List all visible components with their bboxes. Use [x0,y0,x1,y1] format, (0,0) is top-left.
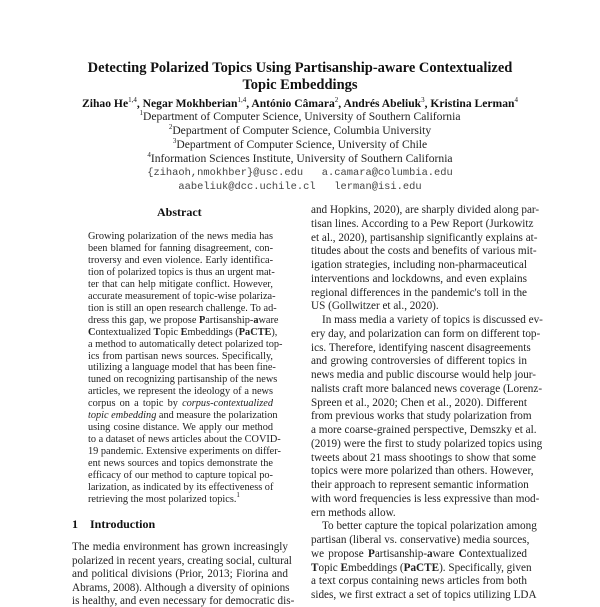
author-affiliation-mark: 1,4 [237,96,247,104]
text-segment: PaCTE [238,326,272,338]
text-segment: ware [432,547,459,560]
affiliation-mark: 1 [139,109,144,117]
text-segment: T [153,326,161,338]
text-line [88,490,273,505]
text-line: Growing polarization of the news media has [88,231,273,242]
text-line: from previous works that study polarization from [311,410,532,423]
text-line [88,314,279,326]
text-segment: corpus on a topic by [88,398,183,410]
affiliation-mark: 4 [147,151,151,159]
text-segment: and measure the polarization [156,410,278,422]
paper-title-line-1: Detecting Polarized Topics Using Partisanship-aware Contextualized [87,60,513,76]
introduction-heading: Introduction [90,517,156,531]
affiliation-line [0,124,600,137]
text-line: a method to automatically detect polarized top- [88,338,283,350]
text-segment: C [88,326,96,338]
author-name: Zihao He [82,97,129,110]
text-line: a text corpus containing news articles from both [311,575,527,588]
text-line: titudes about the costs and benefits of various mit- [311,245,537,258]
text-line: (2019) were the first to study polarized topics using [311,437,543,450]
text-line: ics from partisan news sources. Specifically, [88,350,273,362]
text-line: ics. Therefore, identifying nascent disagreements [311,341,531,354]
text-segment: ). Specifically, given [439,561,532,574]
text-segment: ), [271,326,278,338]
abstract-heading: Abstract [157,205,202,219]
text-line: regional differences in the pandemic's toll in the [311,286,527,299]
author-list [0,97,600,110]
text-line: US (Gollwitzer et al., 2020). [311,300,439,313]
author-name: Negar Mokhberian [142,97,238,110]
text-line: ent news sources and topics demonstrate the [88,458,273,470]
text-line: troversy and even violence. Early identifica- [88,254,273,266]
email-line-1: {zihaoh,nmokhber}@usc.edu a.camara@columbia.edu [147,167,453,179]
text-line: tion is still an open research challenge. To ad- [88,302,277,314]
text-line [88,410,278,422]
affiliation-line [0,152,600,165]
text-line: ern methods allow. [311,506,396,519]
text-segment: dress this gap, we propose [88,314,199,326]
text-segment: retrieving the most polarized topics. [88,493,237,505]
paper-title-line-2: Topic Embeddings [242,77,358,93]
author-affiliation-mark: 3 [421,96,425,104]
text-line: partisan (liberal vs. conservative) media sources, [311,534,530,546]
text-segment: T [311,561,319,574]
text-segment: mbeddings ( [187,326,239,338]
text-segment: C [458,547,467,560]
text-line: tion of polarized topics is thus an urgent mat- [88,266,275,278]
text-line: larization, as indicated by its effectiveness of [88,481,274,493]
text-line [311,561,532,574]
affiliation-line [0,138,600,151]
text-line: topics were more polarized than others. However, [311,465,534,478]
text-line: To better capture the topical polarization among [322,520,537,533]
author-separator: , [338,97,344,110]
text-line: been blamed for fanning disagreement, con- [88,242,273,254]
text-line: Abrams, 2008). Although a diversity of opinions [72,581,290,594]
text-line: efficacy of our method to capture topical po- [88,470,273,481]
text-segment: mbeddings ( [348,561,404,574]
text-segment: we propose [311,547,368,560]
author-separator: , [136,97,143,110]
text-line: 19 pandemic. Extensive experiments on differ- [88,446,281,458]
text-segment: corpus-contextualized [182,398,273,410]
text-segment: E [340,561,348,574]
author-separator: , [424,97,431,110]
text-line: articles, we represent the ideology of a news [88,386,273,398]
affiliation-text: Department of Computer Science, University of Chile [176,138,428,151]
text-segment: a [253,314,259,326]
author-name: António Câmara [251,97,335,110]
text-line: their approach to represent semantic information [311,479,529,491]
affiliation-text: Department of Computer Science, Columbia University [172,124,432,137]
text-segment: opic [160,326,181,338]
affiliation-line [0,110,600,123]
section-number: 1 [72,517,78,531]
text-line: In mass media a variety of topics is discussed ev- [322,314,543,326]
text-line: sides, we first extract a set of topics utilizing LDA [311,589,537,601]
text-segment: artisanship- [205,314,254,326]
text-line: nalists craft more balanced news coverage (Lorenz- [311,382,543,395]
text-line: The media environment has grown increasingly [72,541,288,553]
affiliation-text: Department of Computer Science, University of Southern California [143,110,461,123]
text-segment: ware [258,314,279,326]
text-segment: opic [318,561,341,574]
footnote-mark: 1 [236,490,240,499]
author-affiliation-mark: 4 [514,96,518,104]
text-line: Spreen et al., 2020; Chen et al., 2020). Different [311,396,527,409]
affiliation-text: Information Sciences Institute, University of Southern California [150,152,453,165]
text-line: is healthy, and even necessary for democratic dis- [72,595,295,607]
text-line: igation strategies, including non-pharmaceutical [311,259,527,271]
affiliation-mark: 3 [172,137,177,145]
text-line [88,398,273,409]
text-line: news media and public discourse would help jour- [311,369,537,381]
author-name: Andrés Abeliuk [343,97,422,110]
text-segment: topic embedding [88,410,157,422]
author-name: Kristina Lerman [430,97,515,110]
text-line [88,326,278,338]
text-line: a more coarse-grained perspective, Demszky et al. [311,424,537,436]
text-line: accurate measurement of topic-wise polariza- [88,290,276,302]
text-line: using cosine distance. We apply our method [88,422,273,434]
text-segment: PaCTE [403,561,440,574]
email-line-2: aabeliuk@dcc.uchile.cl lerman@isi.edu [178,181,422,193]
text-line: ery day, and polarization can form on different top- [311,327,541,340]
text-segment: ontextualized [466,547,527,560]
text-line: and Hopkins, 2020), are sharply divided along par- [311,204,540,216]
text-line: interventions and lockdowns, and even explains [311,272,527,285]
text-segment: E [180,326,188,338]
text-line: polarized in recent years, creating social, cultural [72,554,292,567]
text-line: ter that can help mitigate conflict. However, [88,278,273,290]
text-line: with word frequencies is less expressive than mod- [311,492,540,505]
text-line: tweets about 21 mass shootings to show that some [311,451,536,464]
text-line: and political divisions (Prior, 2013; Fiorina and [72,568,288,581]
text-line: et al., 2020), partisanship significantly explains at- [311,231,538,244]
text-segment: artisanship- [374,547,428,560]
affiliation-mark: 2 [168,123,173,131]
author-affiliation-mark: 2 [334,96,339,104]
text-line: to a dataset of news articles about the COVID- [88,434,281,446]
text-segment: ontextualized [95,326,154,338]
author-affiliation-mark: 1,4 [128,96,137,104]
text-line [311,548,527,560]
text-line: and growing controversies of different topics in [311,355,527,368]
author-separator: , [246,97,252,110]
text-segment: P [198,314,206,326]
text-segment: P [368,547,375,560]
text-segment: a [427,547,433,560]
text-line: tisan lines. According to a Pew Report (Jurkowitz [311,217,534,230]
text-line: tuned on recognizing partisanship of the news [88,374,278,386]
text-line: utilizing a language model that has been fine- [88,362,276,374]
